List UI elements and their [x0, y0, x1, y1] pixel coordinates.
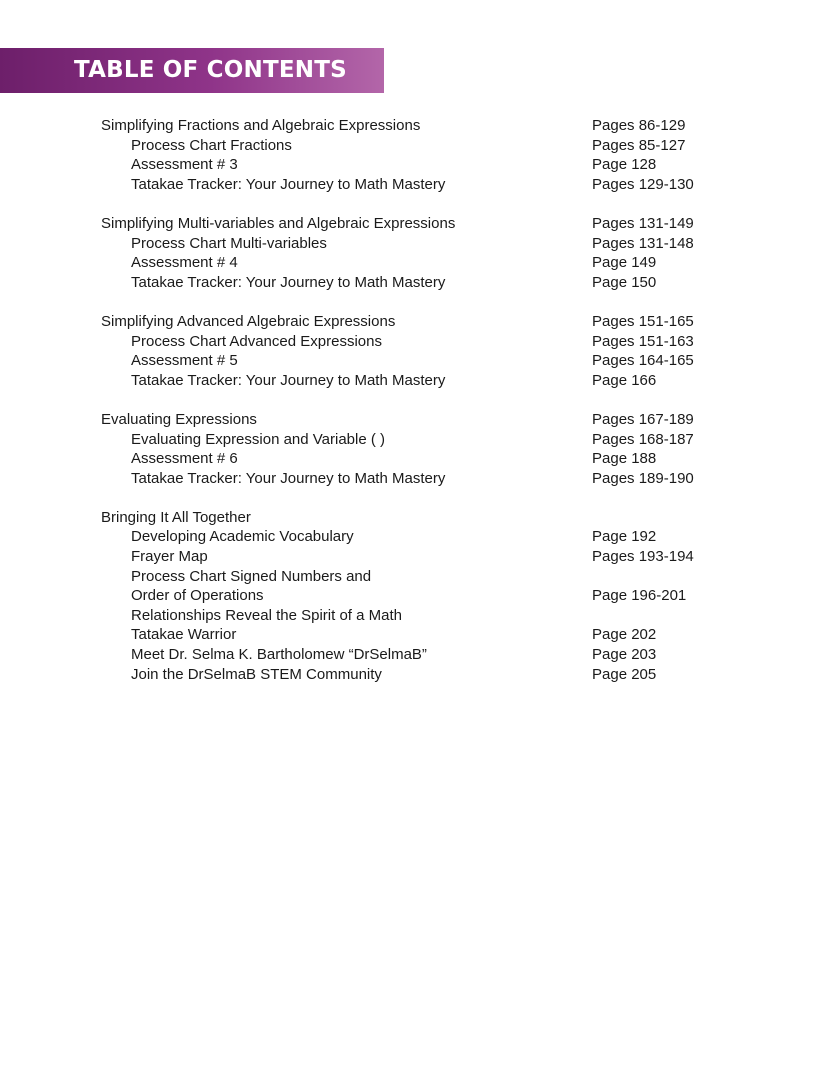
toc-subentry-pages: Pages 129-130 [592, 175, 694, 193]
toc-entry-pages: Pages 131-149 [592, 214, 694, 232]
toc-subentry[interactable] [0, 586, 835, 606]
toc-subentry[interactable] [0, 430, 835, 450]
toc-subentry-title: Assessment # 4 [131, 254, 238, 272]
toc-section [0, 116, 835, 194]
toc-entry-title: Bringing It All Together [101, 508, 251, 526]
toc-entry-title: Simplifying Fractions and Algebraic Expressions [101, 117, 421, 134]
toc-subentry[interactable] [0, 273, 835, 293]
toc-subentry-title: Assessment # 6 [131, 450, 238, 468]
toc-subentry[interactable] [0, 371, 835, 391]
toc-subentry-pages: Page 196-201 [592, 587, 687, 605]
toc-entry-pages: Pages 86-129 [592, 117, 686, 134]
toc-subentry-pages: Page 192 [592, 528, 657, 546]
toc-subentry[interactable] [0, 567, 835, 587]
toc-subentry-pages: Page 188 [592, 450, 657, 468]
toc-subentry-pages: Pages 85-127 [592, 136, 686, 154]
toc-subentry-title: Assessment # 3 [131, 156, 238, 174]
toc-subentry[interactable] [0, 175, 835, 195]
toc-subentry-title: Meet Dr. Selma K. Bartholomew “DrSelmaB” [131, 646, 427, 664]
toc-subentry[interactable] [0, 645, 835, 665]
toc-subentry-pages: Page 202 [592, 626, 657, 644]
toc-subentry-pages: Pages 131-148 [592, 234, 694, 252]
toc-subentry-title: Tatakae Tracker: Your Journey to Math Mastery [131, 469, 446, 487]
toc-entry[interactable] [0, 312, 835, 332]
toc-entry[interactable] [0, 116, 835, 136]
toc-subentry[interactable] [0, 449, 835, 469]
toc-entry-title: Simplifying Advanced Algebraic Expressions [101, 312, 396, 330]
toc-subentry-pages: Page 166 [592, 371, 657, 389]
toc-subentry-pages: Pages 193-194 [592, 548, 694, 566]
toc-subentry-pages: Pages 151-163 [592, 332, 694, 350]
toc-section [0, 312, 835, 390]
toc-subentry-title: Developing Academic Vocabulary [131, 528, 354, 546]
toc-subentry-title: Evaluating Expression and Variable ( ) [131, 430, 386, 448]
toc-subentry-pages: Page 205 [592, 665, 657, 683]
toc-subentry-title: Tatakae Tracker: Your Journey to Math Mastery [131, 273, 446, 291]
toc-banner [0, 48, 384, 93]
toc-section [0, 410, 835, 488]
toc-subentry-pages: Pages 168-187 [592, 430, 694, 448]
toc-section [0, 214, 835, 292]
toc-subentry-pages: Pages 189-190 [592, 469, 694, 487]
toc-subentry-title: Tatakae Warrior [131, 626, 237, 644]
toc-entry[interactable] [0, 410, 835, 430]
toc-subentry[interactable] [0, 253, 835, 273]
toc-entry[interactable] [0, 214, 835, 234]
toc-subentry[interactable] [0, 332, 835, 352]
toc-subentry-pages: Page 149 [592, 254, 657, 272]
toc-subentry[interactable] [0, 665, 835, 685]
toc-entry-pages: Pages 151-165 [592, 312, 694, 330]
toc-subentry-title: Assessment # 5 [131, 352, 238, 370]
toc-subentry-pages: Page 150 [592, 273, 657, 291]
toc-subentry-pages: Page 128 [592, 156, 657, 174]
toc-subentry[interactable] [0, 351, 835, 371]
toc-subentry[interactable] [0, 136, 835, 156]
toc-subentry-title: Process Chart Fractions [131, 136, 292, 154]
toc-entry[interactable] [0, 508, 835, 528]
toc-subentry-title: Process Chart Multi-variables [131, 234, 327, 252]
toc-subentry[interactable] [0, 469, 835, 489]
toc-subentry[interactable] [0, 155, 835, 175]
toc-subentry-title: Order of Operations [131, 587, 264, 605]
toc-subentry-title: Process Chart Advanced Expressions [131, 332, 382, 350]
toc-subentry[interactable] [0, 527, 835, 547]
toc-subentry-pages: Page 203 [592, 646, 657, 664]
toc-section [0, 508, 835, 684]
toc-entry-pages: Pages 167-189 [592, 410, 694, 428]
toc-subentry-title: Tatakae Tracker: Your Journey to Math Mastery [131, 371, 446, 389]
toc-subentry[interactable] [0, 625, 835, 645]
toc-subentry[interactable] [0, 547, 835, 567]
toc-entry-title: Simplifying Multi-variables and Algebraic Expressions [101, 214, 456, 232]
page-title: TABLE OF CONTENTS [74, 57, 347, 83]
toc-subentry[interactable] [0, 606, 835, 626]
toc-subentry-title: Relationships Reveal the Spirit of a Math [131, 606, 402, 624]
toc-subentry[interactable] [0, 234, 835, 254]
toc-subentry-title: Join the DrSelmaB STEM Community [131, 665, 382, 683]
toc-entry-title: Evaluating Expressions [101, 410, 257, 428]
toc-subentry-title: Process Chart Signed Numbers and [131, 567, 372, 585]
toc-list [0, 116, 835, 704]
toc-subentry-title: Tatakae Tracker: Your Journey to Math Mastery [131, 175, 446, 193]
toc-subentry-title: Frayer Map [131, 548, 208, 566]
toc-subentry-pages: Pages 164-165 [592, 352, 694, 370]
